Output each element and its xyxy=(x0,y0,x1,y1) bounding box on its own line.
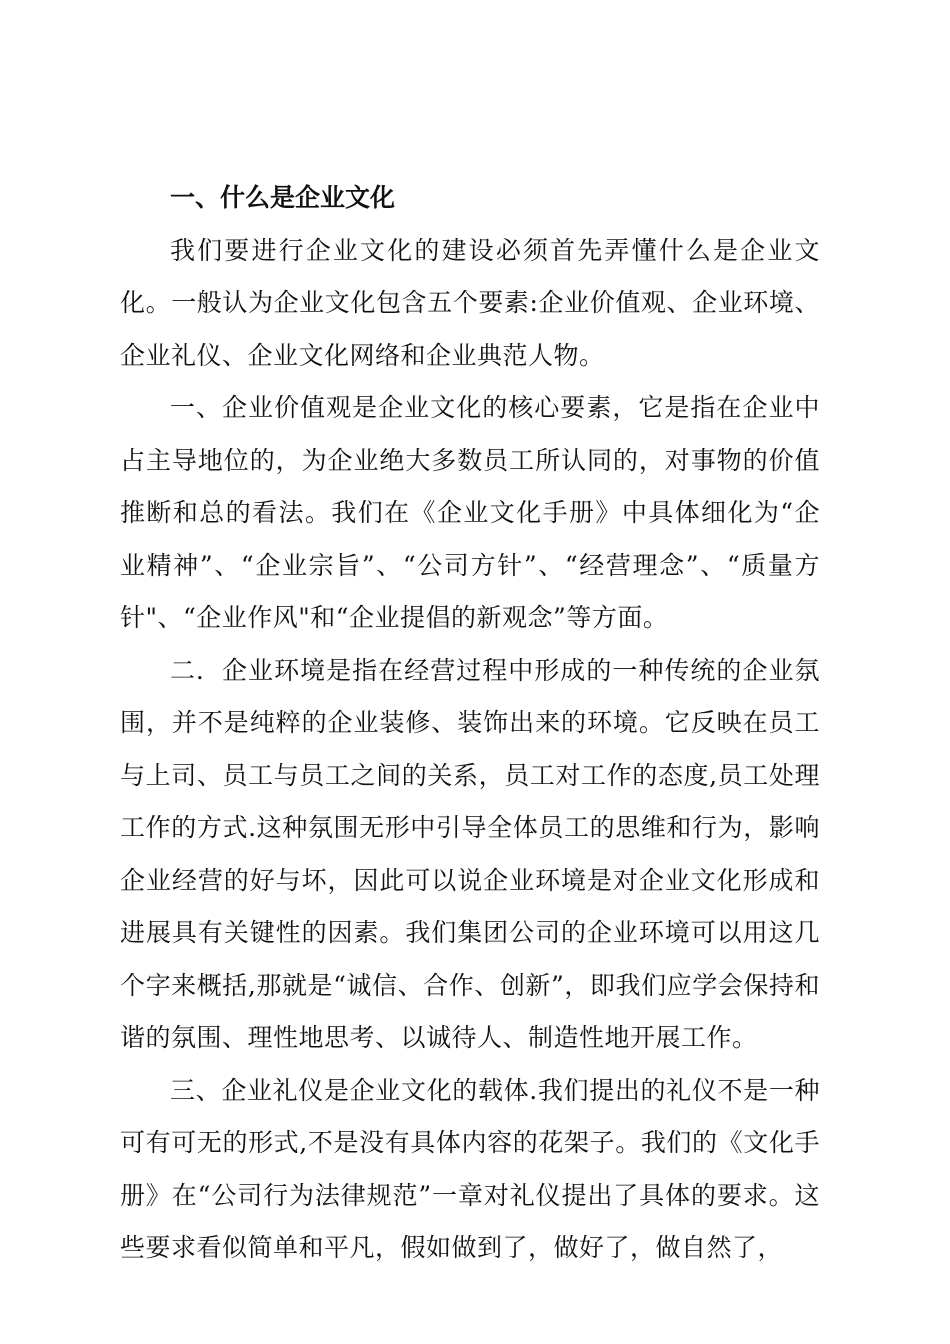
paragraph-values: 一、企业价值观是企业文化的核心要素，它是指在企业中占主导地位的，为企业绝大多数员工所认同的，对事物的价值推断和总的看法。我们在《企业文化手册》中具体细化为“企业精神”、“企业宗旨”、“公司方针”、“经营理念”、“质量方针"、“企业作风"和“企业提倡的新观念”等方面。 xyxy=(120,393,820,632)
paragraph-environment: 二．企业环境是指在经营过程中形成的一种传统的企业氛围，并不是纯粹的企业装修、装饰出来的环境。它反映在员工与上司、员工与员工之间的关系，员工对工作的态度,员工处理工作的方式.这种氛围无形中引导全体员工的思维和行为，影响企业经营的好与坏，因此可以说企业环境是对企业文化形成和进展具有关键性的因素。我们集团公司的企业环境可以用这几个字来概括,那就是“诚信、合作、创新”，即我们应学会保持和谐的氛围、理性地思考、以诚待人、制造性地开展工作。 xyxy=(120,655,820,1052)
paragraph-intro: 我们要进行企业文化的建设必须首先弄懂什么是企业文化。一般认为企业文化包含五个要素:企业价值观、企业环境、企业礼仪、企业文化网络和企业典范人物。 xyxy=(120,235,820,370)
document-body xyxy=(120,172,820,1275)
paragraph-etiquette: 三、企业礼仪是企业文化的载体.我们提出的礼仪不是一种可有可无的形式,不是没有具体内容的花架子。我们的《文化手册》在“公司行为法律规范”一章对礼仪提出了具体的要求。这些要求看似简单和平凡，假如做到了，做好了，做自然了， xyxy=(120,1075,820,1262)
section-heading: 一、什么是企业文化 xyxy=(170,183,396,212)
